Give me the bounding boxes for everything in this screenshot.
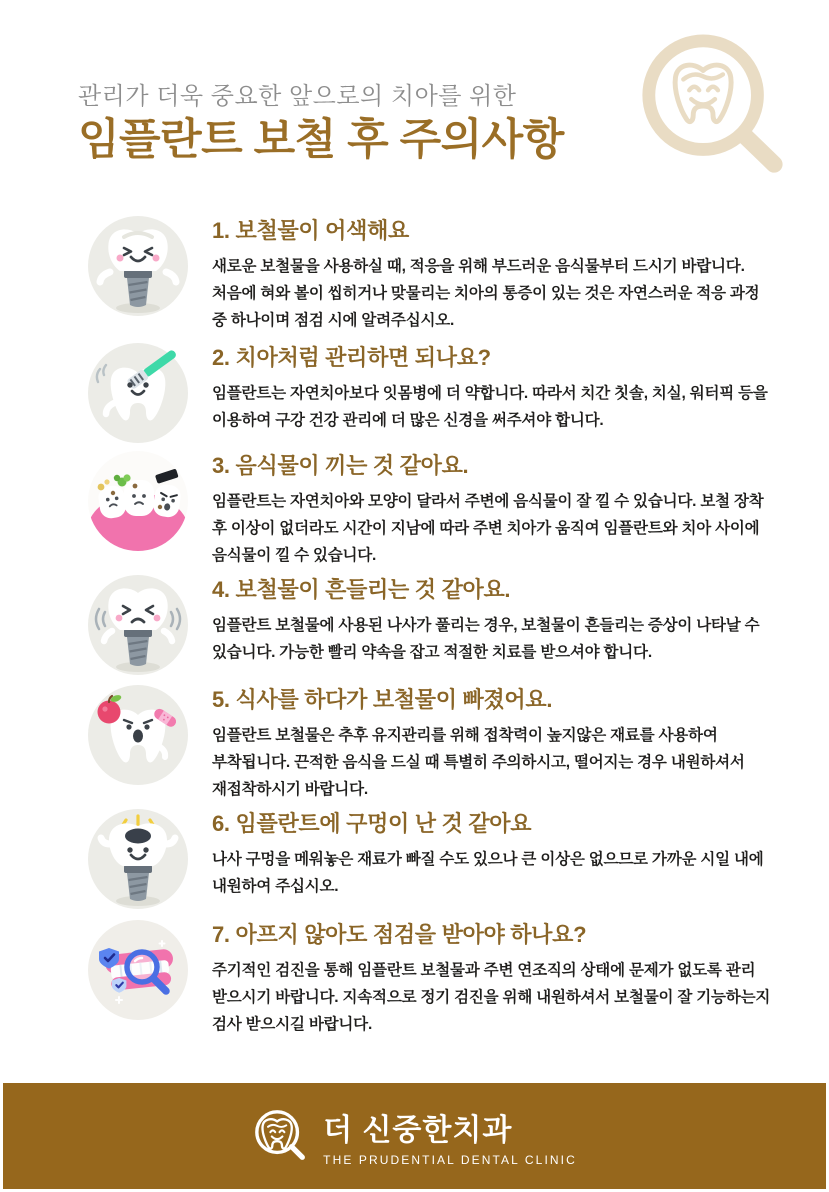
section-heading: 2. 치아처럼 관리하면 되나요? (212, 345, 491, 370)
section-body: 임플란트 보철물은 추후 유지관리를 위해 접착력이 높지않은 재료를 사용하여 부착됩니다. 끈적한 음식을 드실 때 특별히 주의하시고, 떨어지는 경우 내원하셔서 재접착하시기 바랍니다. (212, 727, 745, 798)
tooth-implant-happy-icon (86, 214, 190, 318)
section-text (212, 569, 777, 666)
care-section-5 (86, 679, 786, 803)
clinic-name-kr: 더 신중한치과 (323, 1114, 513, 1147)
clinic-names (323, 1105, 577, 1167)
section-body: 임플란트 보철물에 사용된 나사가 풀리는 경우, 보철물이 흔들리는 증상이 나타날 수 있습니다. 가능한 빨리 약속을 잡고 적절한 치료를 받으셔야 합니다. (212, 617, 760, 661)
header (78, 76, 564, 164)
section-heading: 5. 식사를 하다가 보철물이 빠졌어요. (212, 687, 553, 712)
teeth-food-stuck-icon (86, 449, 190, 553)
section-heading: 4. 보철물이 흔들리는 것 같아요. (212, 577, 511, 602)
tooth-toothbrush-icon (86, 341, 190, 445)
section-text (212, 679, 777, 803)
section-heading: 3. 음식물이 끼는 것 같아요. (212, 453, 469, 478)
care-sections (86, 210, 786, 1038)
subtitle: 관리가 더욱 중요한 앞으로의 치아를 위한 (78, 83, 517, 110)
section-body: 나사 구멍을 메워놓은 재료가 빠질 수도 있으나 큰 이상은 없으므로 가까운 시일 내에 내원하여 주십시오. (212, 851, 764, 895)
tooth-magnifier-logo-icon (252, 1107, 310, 1165)
clinic-name-en: THE PRUDENTIAL DENTAL CLINIC (323, 1153, 577, 1167)
tooth-apple-bandage-icon (86, 683, 190, 787)
care-section-4 (86, 569, 786, 679)
section-text (212, 445, 777, 569)
section-heading: 7. 아프지 않아도 점검을 받아야 하나요? (212, 922, 587, 947)
denture-magnifier-icon (86, 918, 190, 1022)
section-text (212, 803, 777, 900)
section-body: 주기적인 검진을 통해 임플란트 보철물과 주변 연조직의 상태에 문제가 없도록 관리 받으시기 바랍니다. 지속적으로 정기 검진을 위해 내원하셔서 보철물이 잘 기능하는지 검사 받으시길 바랍니다. (212, 962, 771, 1033)
tooth-magnifier-icon (634, 30, 792, 182)
section-text (212, 210, 777, 334)
care-section-1 (86, 210, 786, 337)
care-section-6 (86, 803, 786, 914)
tooth-implant-shaky-icon (86, 573, 190, 677)
clinic-logo (252, 1105, 577, 1167)
section-text (212, 337, 777, 434)
section-heading: 6. 임플란트에 구멍이 난 것 같아요 (212, 811, 532, 836)
care-section-3 (86, 445, 786, 569)
section-heading: 1. 보철물이 어색해요 (212, 218, 409, 243)
page-title: 임플란트 보철 후 주의사항 (78, 116, 564, 164)
care-section-7 (86, 914, 786, 1038)
section-body: 임플란트는 자연치아보다 잇몸병에 더 약합니다. 따라서 치간 칫솔, 치실, 워터픽 등을 이용하여 구강 건강 관리에 더 많은 신경을 써주셔야 합니다. (212, 385, 768, 429)
section-body: 임플란트는 자연치아와 모양이 달라서 주변에 음식물이 잘 낄 수 있습니다. 보철 장착 후 이상이 없더라도 시간이 지남에 따라 주변 치아가 움직여 임플란트와 치아 사이에 음식물이 낄 수 있습니다. (212, 493, 764, 564)
footer-bar (3, 1083, 826, 1189)
section-text (212, 914, 777, 1038)
tooth-implant-hole-icon (86, 807, 190, 911)
care-section-2 (86, 337, 786, 445)
section-body: 새로운 보철물을 사용하실 때, 적응을 위해 부드러운 음식물부터 드시기 바랍니다. 처음에 혀와 볼이 씹히거나 맞물리는 치아의 통증이 있는 것은 자연스러운 적응 과정 중 하나이며 점검 시에 알려주십시오. (212, 258, 760, 329)
